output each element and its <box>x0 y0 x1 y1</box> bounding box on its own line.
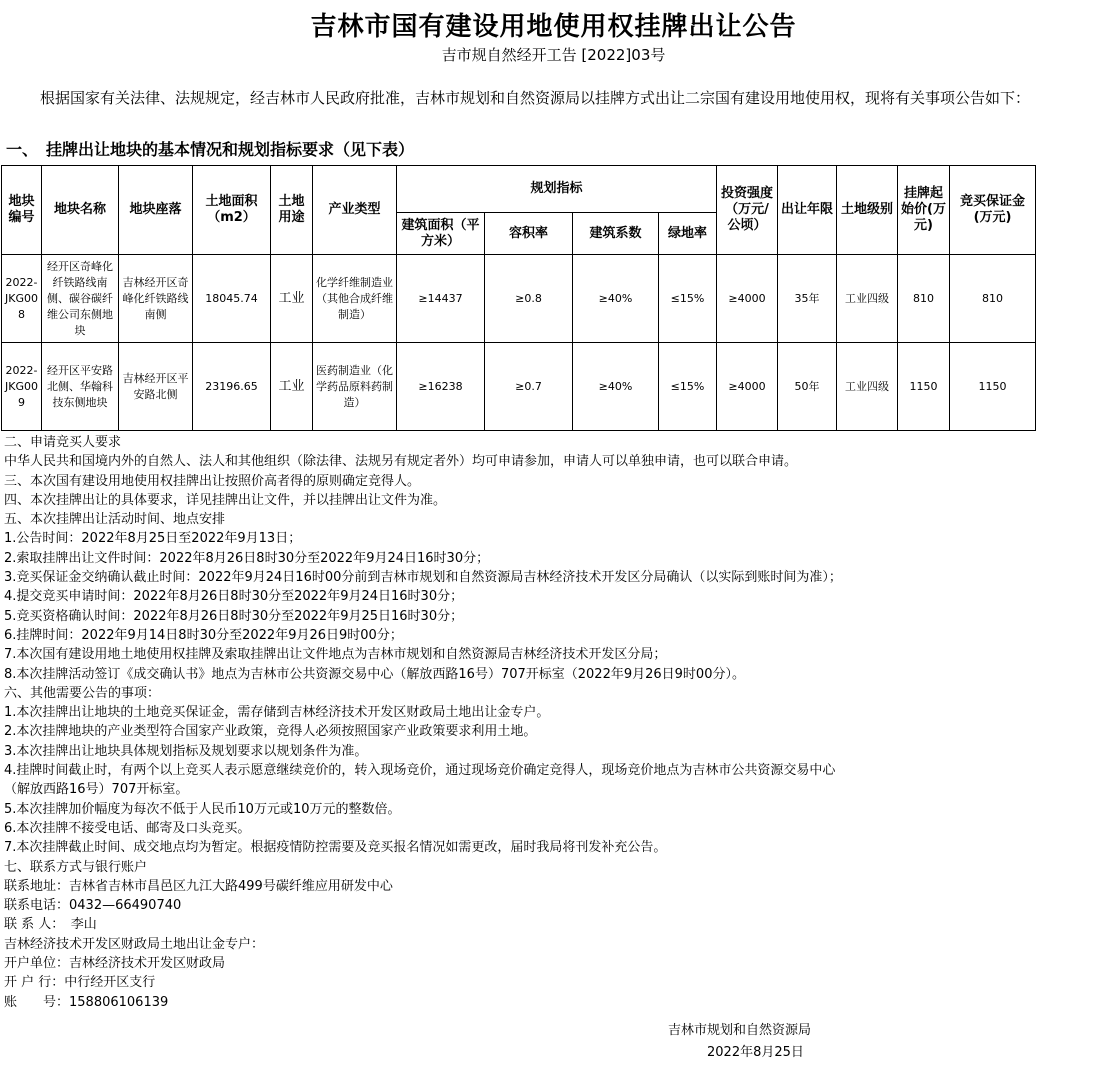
header-location: 地块座落 <box>119 166 193 255</box>
body-line: 联系地址：吉林省吉林市昌邑区九江大路499号碳纤维应用研发中心 <box>4 878 393 894</box>
body-line: 六、其他需要公告的事项： <box>4 685 161 701</box>
cell-area: 23196.65 <box>193 343 271 431</box>
cell-term: 50年 <box>778 343 837 431</box>
header-planning: 规划指标 <box>397 166 717 213</box>
body-line: 6.本次挂牌不接受电话、邮寄及口头竞买。 <box>4 820 251 836</box>
body-line: 账 号：158806106139 <box>4 994 169 1010</box>
cell-green: ≤15% <box>659 343 717 431</box>
cell-grade: 工业四级 <box>837 343 898 431</box>
cell-parcel-name: 经开区奇峰化纤铁路线南侧、碳谷碳纤维公司东侧地块 <box>42 255 119 343</box>
header-parcel-name: 地块名称 <box>42 166 119 255</box>
intro-paragraph: 根据国家有关法律、法规规定，经吉林市人民政府批准，吉林市规划和自然资源局以挂牌方式出让二宗国有建设用地使用权，现将有关事项公告如下： <box>40 89 1031 107</box>
header-industry: 产业类型 <box>313 166 397 255</box>
cell-term: 35年 <box>778 255 837 343</box>
body-line: 二、申请竞买人要求 <box>4 435 122 450</box>
header-density: 建筑系数 <box>573 213 659 255</box>
body-line: 8.本次挂牌活动签订《成交确认书》地点为吉林市公共资源交易中心（解放西路16号）707开标室（2022年9月26日9时00分）。 <box>4 666 745 682</box>
body-line: 开户单位：吉林经济技术开发区财政局 <box>4 956 226 972</box>
table-row <box>2 343 1036 431</box>
header-area: 土地面积（m2） <box>193 166 271 255</box>
cell-far: ≥0.8 <box>485 255 573 343</box>
cell-grade: 工业四级 <box>837 255 898 343</box>
cell-use: 工业 <box>271 343 313 431</box>
body-line: 开 户 行：中行经开区支行 <box>4 975 156 991</box>
cell-area: 18045.74 <box>193 255 271 343</box>
section-1-heading: 一、 挂牌出让地块的基本情况和规划指标要求（见下表） <box>6 140 415 159</box>
header-far: 容积率 <box>485 213 573 255</box>
cell-far: ≥0.7 <box>485 343 573 431</box>
body-line: 三、本次国有建设用地使用权挂牌出让按照价高者得的原则确定竞得人。 <box>4 473 421 489</box>
cell-parcel-no: 2022-JKG008 <box>2 255 42 343</box>
parcel-table <box>1 165 1036 431</box>
body-line: 2.索取挂牌出让文件时间：2022年8月26日8时30分至2022年9月24日16时30分； <box>4 550 490 566</box>
body-line: 联系电话：0432—66490740 <box>4 898 182 914</box>
table-row <box>2 255 1036 343</box>
cell-deposit: 810 <box>950 255 1036 343</box>
body-line: （解放西路16号）707开标室。 <box>4 782 189 798</box>
signature-org: 吉林市规划和自然资源局 <box>668 1023 812 1038</box>
cell-parcel-no: 2022-JKG009 <box>2 343 42 431</box>
body-line: 吉林经济技术开发区财政局土地出让金专户： <box>4 936 265 952</box>
body-line: 2.本次挂牌地块的产业类型符合国家产业政策，竞得人必须按照国家产业政策要求利用土地。 <box>4 724 537 740</box>
body-line: 4.挂牌时间截止时，有两个以上竞买人表示愿意继续竞价的，转入现场竞价，通过现场竞价确定竞得人，现场竞价地点为吉林市公共资源交易中心 <box>4 763 836 779</box>
body-line: 1.公告时间：2022年8月25日至2022年9月13日； <box>4 531 302 547</box>
cell-location: 吉林经开区平安路北侧 <box>119 343 193 431</box>
header-floor-area: 建筑面积（平方米） <box>397 213 485 255</box>
cell-green: ≤15% <box>659 255 717 343</box>
header-deposit: 竞买保证金(万元) <box>950 166 1036 255</box>
notice-body <box>4 433 1104 1012</box>
cell-parcel-name: 经开区平安路北侧、华翰科技东侧地块 <box>42 343 119 431</box>
cell-density: ≥40% <box>573 255 659 343</box>
header-green: 绿地率 <box>659 213 717 255</box>
cell-industry: 医药制造业（化学药品原料药制造） <box>313 343 397 431</box>
body-line: 3.本次挂牌出让地块具体规划指标及规划要求以规划条件为准。 <box>4 743 368 759</box>
header-use: 土地用途 <box>271 166 313 255</box>
cell-floor-area: ≥16238 <box>397 343 485 431</box>
page-title: 吉林市国有建设用地使用权挂牌出让公告 <box>310 12 797 42</box>
body-line: 5.竞买资格确认时间：2022年8月26日8时30分至2022年9月25日16时30分； <box>4 608 464 624</box>
document-number: 吉市规自然经开工告 [2022]03号 <box>441 46 666 64</box>
header-parcel-no: 地块编号 <box>2 166 42 255</box>
body-line: 6.挂牌时间：2022年9月14日8时30分至2022年9月26日9时00分； <box>4 627 403 643</box>
header-investment: 投资强度（万元/公顷） <box>717 166 778 255</box>
cell-deposit: 1150 <box>950 343 1036 431</box>
body-line: 4.提交竞买申请时间：2022年8月26日8时30分至2022年9月24日16时30分； <box>4 589 464 605</box>
cell-density: ≥40% <box>573 343 659 431</box>
body-line: 四、本次挂牌出让的具体要求，详见挂牌出让文件，并以挂牌出让文件为准。 <box>4 492 447 508</box>
cell-floor-area: ≥14437 <box>397 255 485 343</box>
cell-start-price: 810 <box>898 255 950 343</box>
cell-investment: ≥4000 <box>717 343 778 431</box>
cell-location: 吉林经开区奇峰化纤铁路线南侧 <box>119 255 193 343</box>
header-grade: 土地级别 <box>837 166 898 255</box>
cell-industry: 化学纤维制造业（其他合成纤维制造） <box>313 255 397 343</box>
body-line: 中华人民共和国境内外的自然人、法人和其他组织（除法律、法规另有规定者外）均可申请参加，申请人可以单独申请，也可以联合申请。 <box>4 454 798 470</box>
body-line: 7.本次挂牌截止时间、成交地点均为暂定。根据疫情防控需要及竞买报名情况如需更改，届时我局将刊发补充公告。 <box>4 840 667 856</box>
cell-use: 工业 <box>271 255 313 343</box>
header-term: 出让年限 <box>778 166 837 255</box>
body-line: 5.本次挂牌加价幅度为每次不低于人民币10万元或10万元的整数倍。 <box>4 801 401 817</box>
body-line: 1.本次挂牌出让地块的土地竞买保证金，需存储到吉林经济技术开发区财政局土地出让金专户。 <box>4 705 550 721</box>
body-line: 3.竞买保证金交纳确认截止时间：2022年9月24日16时00分前到吉林市规划和自然资源局吉林经济技术开发区分局确认（以实际到账时间为准）； <box>4 570 842 586</box>
signature-date: 2022年8月25日 <box>707 1045 804 1060</box>
cell-start-price: 1150 <box>898 343 950 431</box>
header-start-price: 挂牌起始价(万元) <box>898 166 950 255</box>
body-line: 联 系 人： 李山 <box>4 917 97 933</box>
body-line: 五、本次挂牌出让活动时间、地点安排 <box>4 512 226 528</box>
body-line: 七、联系方式与银行账户 <box>4 859 148 875</box>
cell-investment: ≥4000 <box>717 255 778 343</box>
body-line: 7.本次国有建设用地土地使用权挂牌及索取挂牌出让文件地点为吉林市规划和自然资源局吉林经济技术开发区分局； <box>4 647 667 663</box>
